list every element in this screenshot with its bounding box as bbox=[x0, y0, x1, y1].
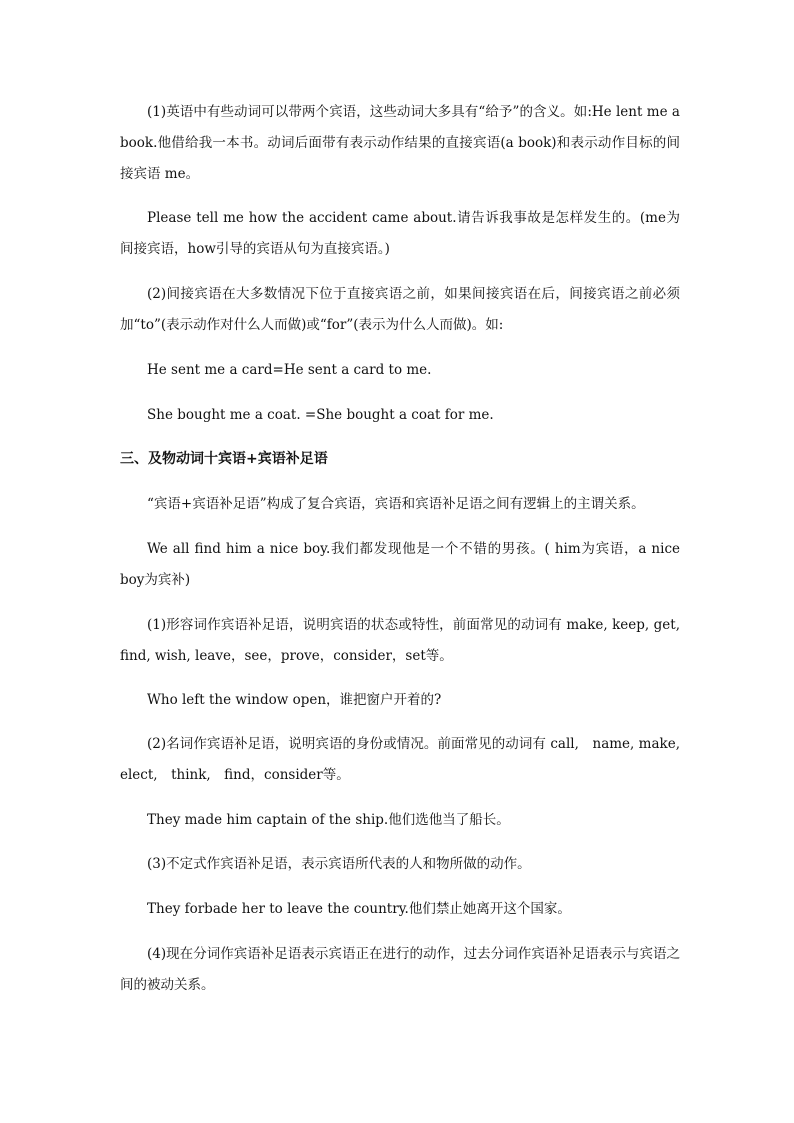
section-heading: 三、及物动词十宾语+宾语补足语 bbox=[120, 451, 328, 467]
paragraph-example-nice-boy: We all find him a nice boy.我们都发现他是一个不错的男孩。( him为宾语，a nice boy为宾补) bbox=[120, 541, 680, 588]
paragraph-example-window-open: Who left the window open，谁把窗户开着的? bbox=[147, 692, 442, 708]
paragraph-noun-complement: (2)名词作宾语补足语，说明宾语的身份或情况。前面常见的动词有 call, name, make, elect, think, find，consider等。 bbox=[120, 736, 680, 783]
paragraph-example-bought-coat: She bought me a coat. =She bought a coat for me. bbox=[147, 407, 494, 423]
paragraph-indirect-object-position: (2)间接宾语在大多数情况下位于直接宾语之前，如果间接宾语在后，间接宾语之前必须加“to”(表示动作对什么人而做)或“for”(表示为什么人而做)。如: bbox=[120, 286, 680, 333]
paragraph-infinitive-complement: (3)不定式作宾语补足语，表示宾语所代表的人和物所做的动作。 bbox=[147, 856, 531, 872]
paragraph-complex-object: “宾语+宾语补足语”构成了复合宾语，宾语和宾语补足语之间有逻辑上的主谓关系。 bbox=[147, 496, 645, 512]
paragraph-example-sent-card: He sent me a card=He sent a card to me. bbox=[147, 362, 432, 378]
paragraph-example-forbade: They forbade her to leave the country.他们禁止她离开这个国家。 bbox=[147, 901, 571, 917]
paragraph-example-tell-me: Please tell me how the accident came about.请告诉我事故是怎样发生的。(me为间接宾语，how引导的宾语从句为直接宾语。) bbox=[120, 210, 680, 257]
paragraph-participle-complement: (4)现在分词作宾语补足语表示宾语正在进行的动作，过去分词作宾语补足语表示与宾语之间的被动关系。 bbox=[120, 946, 680, 993]
paragraph-double-object-intro: (1)英语中有些动词可以带两个宾语，这些动词大多具有“给予”的含义。如:He lent me a book.他借给我一本书。动词后面带有表示动作结果的直接宾语(a book)和表示动作目标的间接宾语 me。 bbox=[120, 104, 680, 182]
paragraph-adjective-complement: (1)形容词作宾语补足语，说明宾语的状态或特性，前面常见的动词有 make, keep, get, find, wish, leave，see，prove，consider，set等。 bbox=[120, 617, 680, 664]
paragraph-example-captain: They made him captain of the ship.他们选他当了船长。 bbox=[147, 812, 510, 828]
